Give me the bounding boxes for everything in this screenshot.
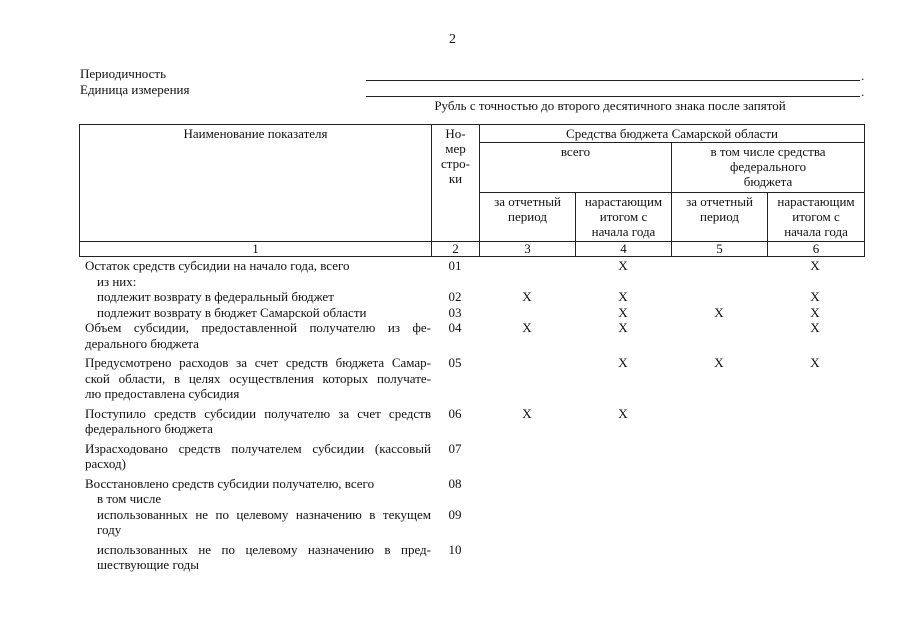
col-number: 5 bbox=[672, 242, 768, 257]
row-code: 05 bbox=[448, 355, 462, 370]
row-cell-c5 bbox=[671, 289, 767, 305]
periodicity-line bbox=[366, 80, 860, 81]
row-cell-c5: X bbox=[714, 355, 724, 370]
row-cell-c4: X bbox=[618, 355, 628, 370]
row-label-line: Предусмотрено расходов за счет средств бюджета Самар- bbox=[85, 355, 431, 370]
row-label-line: использованных не по целевому назначению в пред- bbox=[97, 541, 431, 557]
row-cell-c6 bbox=[767, 406, 863, 437]
row-label-line: лю предоставлена субсидия bbox=[85, 386, 240, 401]
col-number: 6 bbox=[768, 242, 865, 257]
row-label bbox=[79, 507, 431, 538]
unit-line-end: . bbox=[861, 84, 865, 99]
row-cell-c5 bbox=[671, 320, 767, 351]
row-code: 06 bbox=[448, 405, 462, 421]
row-cell-c4 bbox=[575, 542, 671, 573]
row-code: 07 bbox=[448, 440, 462, 456]
col-number: 2 bbox=[432, 242, 480, 257]
row-cell-c4: X bbox=[618, 320, 628, 335]
row-cell-c6 bbox=[767, 542, 863, 573]
row-label bbox=[79, 441, 431, 472]
row-label-line: Поступило средств субсидии получателю за счет средств bbox=[85, 405, 431, 421]
row-cell-c6: X bbox=[810, 355, 820, 370]
row-cell-c6 bbox=[767, 507, 863, 538]
row-cell-c5 bbox=[671, 476, 767, 492]
row-cell-c4 bbox=[575, 507, 671, 538]
col5-header: за отчетный период bbox=[672, 193, 768, 242]
row-code: 01 bbox=[448, 258, 462, 273]
row-cell-c3 bbox=[479, 305, 575, 321]
row-cell-c5 bbox=[671, 542, 767, 573]
row-cell-c3 bbox=[479, 274, 575, 290]
periodicity-label: Периодичность bbox=[80, 66, 167, 81]
row-code bbox=[431, 491, 479, 507]
row-cell-c5 bbox=[671, 507, 767, 538]
col-federal-header: в том числе средства федерального бюджета bbox=[672, 143, 865, 193]
row-cell-c3: X bbox=[522, 320, 532, 335]
page-number: 2 bbox=[449, 32, 456, 47]
table-row bbox=[79, 289, 864, 305]
col6-header: нарастающим итогом с начала года bbox=[768, 193, 865, 242]
row-code bbox=[431, 274, 479, 290]
row-label bbox=[79, 320, 431, 351]
row-cell-c4 bbox=[575, 476, 671, 492]
row-cell-c3: X bbox=[522, 405, 532, 421]
row-code: 02 bbox=[448, 289, 462, 304]
row-label-line: году bbox=[97, 522, 122, 537]
row-cell-c3 bbox=[479, 476, 575, 492]
row-cell-c5 bbox=[671, 441, 767, 472]
table-row bbox=[79, 258, 864, 274]
table-row bbox=[79, 305, 864, 321]
row-label-line: Израсходовано средств получателем субсидии (кассовый bbox=[85, 440, 431, 456]
row-cell-c3 bbox=[479, 491, 575, 507]
row-cell-c4: X bbox=[618, 304, 628, 320]
row-cell-c4 bbox=[575, 491, 671, 507]
col-number: 3 bbox=[480, 242, 576, 257]
report-table-header bbox=[79, 124, 865, 257]
row-cell-c4: X bbox=[618, 289, 628, 304]
row-label-line: Объем субсидии, предоставленной получателю из фе- bbox=[85, 320, 431, 335]
row-code: 04 bbox=[448, 320, 462, 335]
row-label-line: подлежит возврату в бюджет Самарской области bbox=[97, 304, 367, 320]
row-label bbox=[79, 406, 431, 437]
row-cell-c3 bbox=[479, 355, 575, 402]
row-cell-c6 bbox=[767, 441, 863, 472]
table-row bbox=[79, 274, 864, 290]
col4-header: нарастающим итогом с начала года bbox=[576, 193, 672, 242]
col-number: 1 bbox=[80, 242, 432, 257]
row-label-line: Остаток средств субсидии на начало года, всего bbox=[85, 258, 350, 273]
row-cell-c3 bbox=[479, 441, 575, 472]
row-cell-c6 bbox=[767, 491, 863, 507]
unit-line bbox=[366, 96, 860, 97]
row-label-line: использованных не по целевому назначению в текущем bbox=[97, 506, 431, 522]
col-number: 4 bbox=[576, 242, 672, 257]
row-cell-c3 bbox=[479, 507, 575, 538]
row-cell-c6 bbox=[767, 476, 863, 492]
row-label-line: в том числе bbox=[97, 491, 162, 506]
row-label bbox=[79, 355, 431, 402]
row-cell-c6: X bbox=[810, 289, 820, 304]
row-cell-c6: X bbox=[810, 304, 820, 320]
row-cell-c5: X bbox=[714, 304, 724, 320]
table-row bbox=[79, 476, 864, 492]
periodicity-line-end: . bbox=[861, 68, 865, 83]
row-cell-c3 bbox=[479, 258, 575, 274]
row-code: 08 bbox=[448, 475, 462, 491]
row-cell-c3: X bbox=[522, 289, 532, 304]
table-row bbox=[79, 320, 864, 351]
table-row bbox=[79, 507, 864, 538]
row-label-line: из них: bbox=[97, 273, 137, 289]
row-cell-c4: X bbox=[618, 405, 628, 421]
table-row bbox=[79, 406, 864, 437]
row-label bbox=[79, 476, 431, 492]
row-label bbox=[79, 274, 431, 290]
row-cell-c5 bbox=[671, 274, 767, 290]
row-label bbox=[79, 542, 431, 573]
col-budget-header: Средства бюджета Самарской области bbox=[480, 125, 865, 143]
row-cell-c6: X bbox=[810, 320, 820, 335]
row-code: 03 bbox=[448, 304, 462, 320]
table-row bbox=[79, 542, 864, 573]
table-row bbox=[79, 491, 864, 507]
row-cell-c5 bbox=[671, 258, 767, 274]
table-row bbox=[79, 441, 864, 472]
row-label bbox=[79, 491, 431, 507]
col-total-header: всего bbox=[480, 143, 672, 193]
row-cell-c4 bbox=[575, 441, 671, 472]
row-cell-c6 bbox=[767, 274, 863, 290]
report-table-body bbox=[79, 258, 864, 573]
table-row bbox=[79, 355, 864, 402]
row-label-line: федерального бюджета bbox=[85, 421, 213, 436]
col-name-header: Наименование показателя bbox=[80, 125, 432, 242]
row-label-line: дерального бюджета bbox=[85, 335, 199, 351]
row-label bbox=[79, 289, 431, 305]
col-row-number-header: Но- мер стро- ки bbox=[432, 125, 480, 242]
row-code: 09 bbox=[448, 506, 462, 522]
row-label-line: Восстановлено средств субсидии получателю, всего bbox=[85, 475, 375, 491]
row-cell-c5 bbox=[671, 406, 767, 437]
row-cell-c4: X bbox=[618, 258, 628, 273]
row-cell-c3 bbox=[479, 542, 575, 573]
unit-label: Единица измерения bbox=[80, 82, 190, 97]
row-label-line: расход) bbox=[85, 456, 126, 471]
row-label bbox=[79, 305, 431, 321]
row-cell-c4 bbox=[575, 274, 671, 290]
row-label-line: подлежит возврату в федеральный бюджет bbox=[97, 289, 334, 304]
row-code: 10 bbox=[448, 541, 462, 557]
row-label bbox=[79, 258, 431, 274]
row-cell-c6: X bbox=[810, 258, 820, 273]
col3-header: за отчетный период bbox=[480, 193, 576, 242]
row-label-line: шествующие годы bbox=[97, 557, 199, 572]
row-cell-c5 bbox=[671, 491, 767, 507]
unit-value: Рубль с точностью до второго десятичного знака после запятой bbox=[434, 98, 786, 113]
row-label-line: ской области, в целях осуществления которых получате- bbox=[85, 370, 431, 386]
